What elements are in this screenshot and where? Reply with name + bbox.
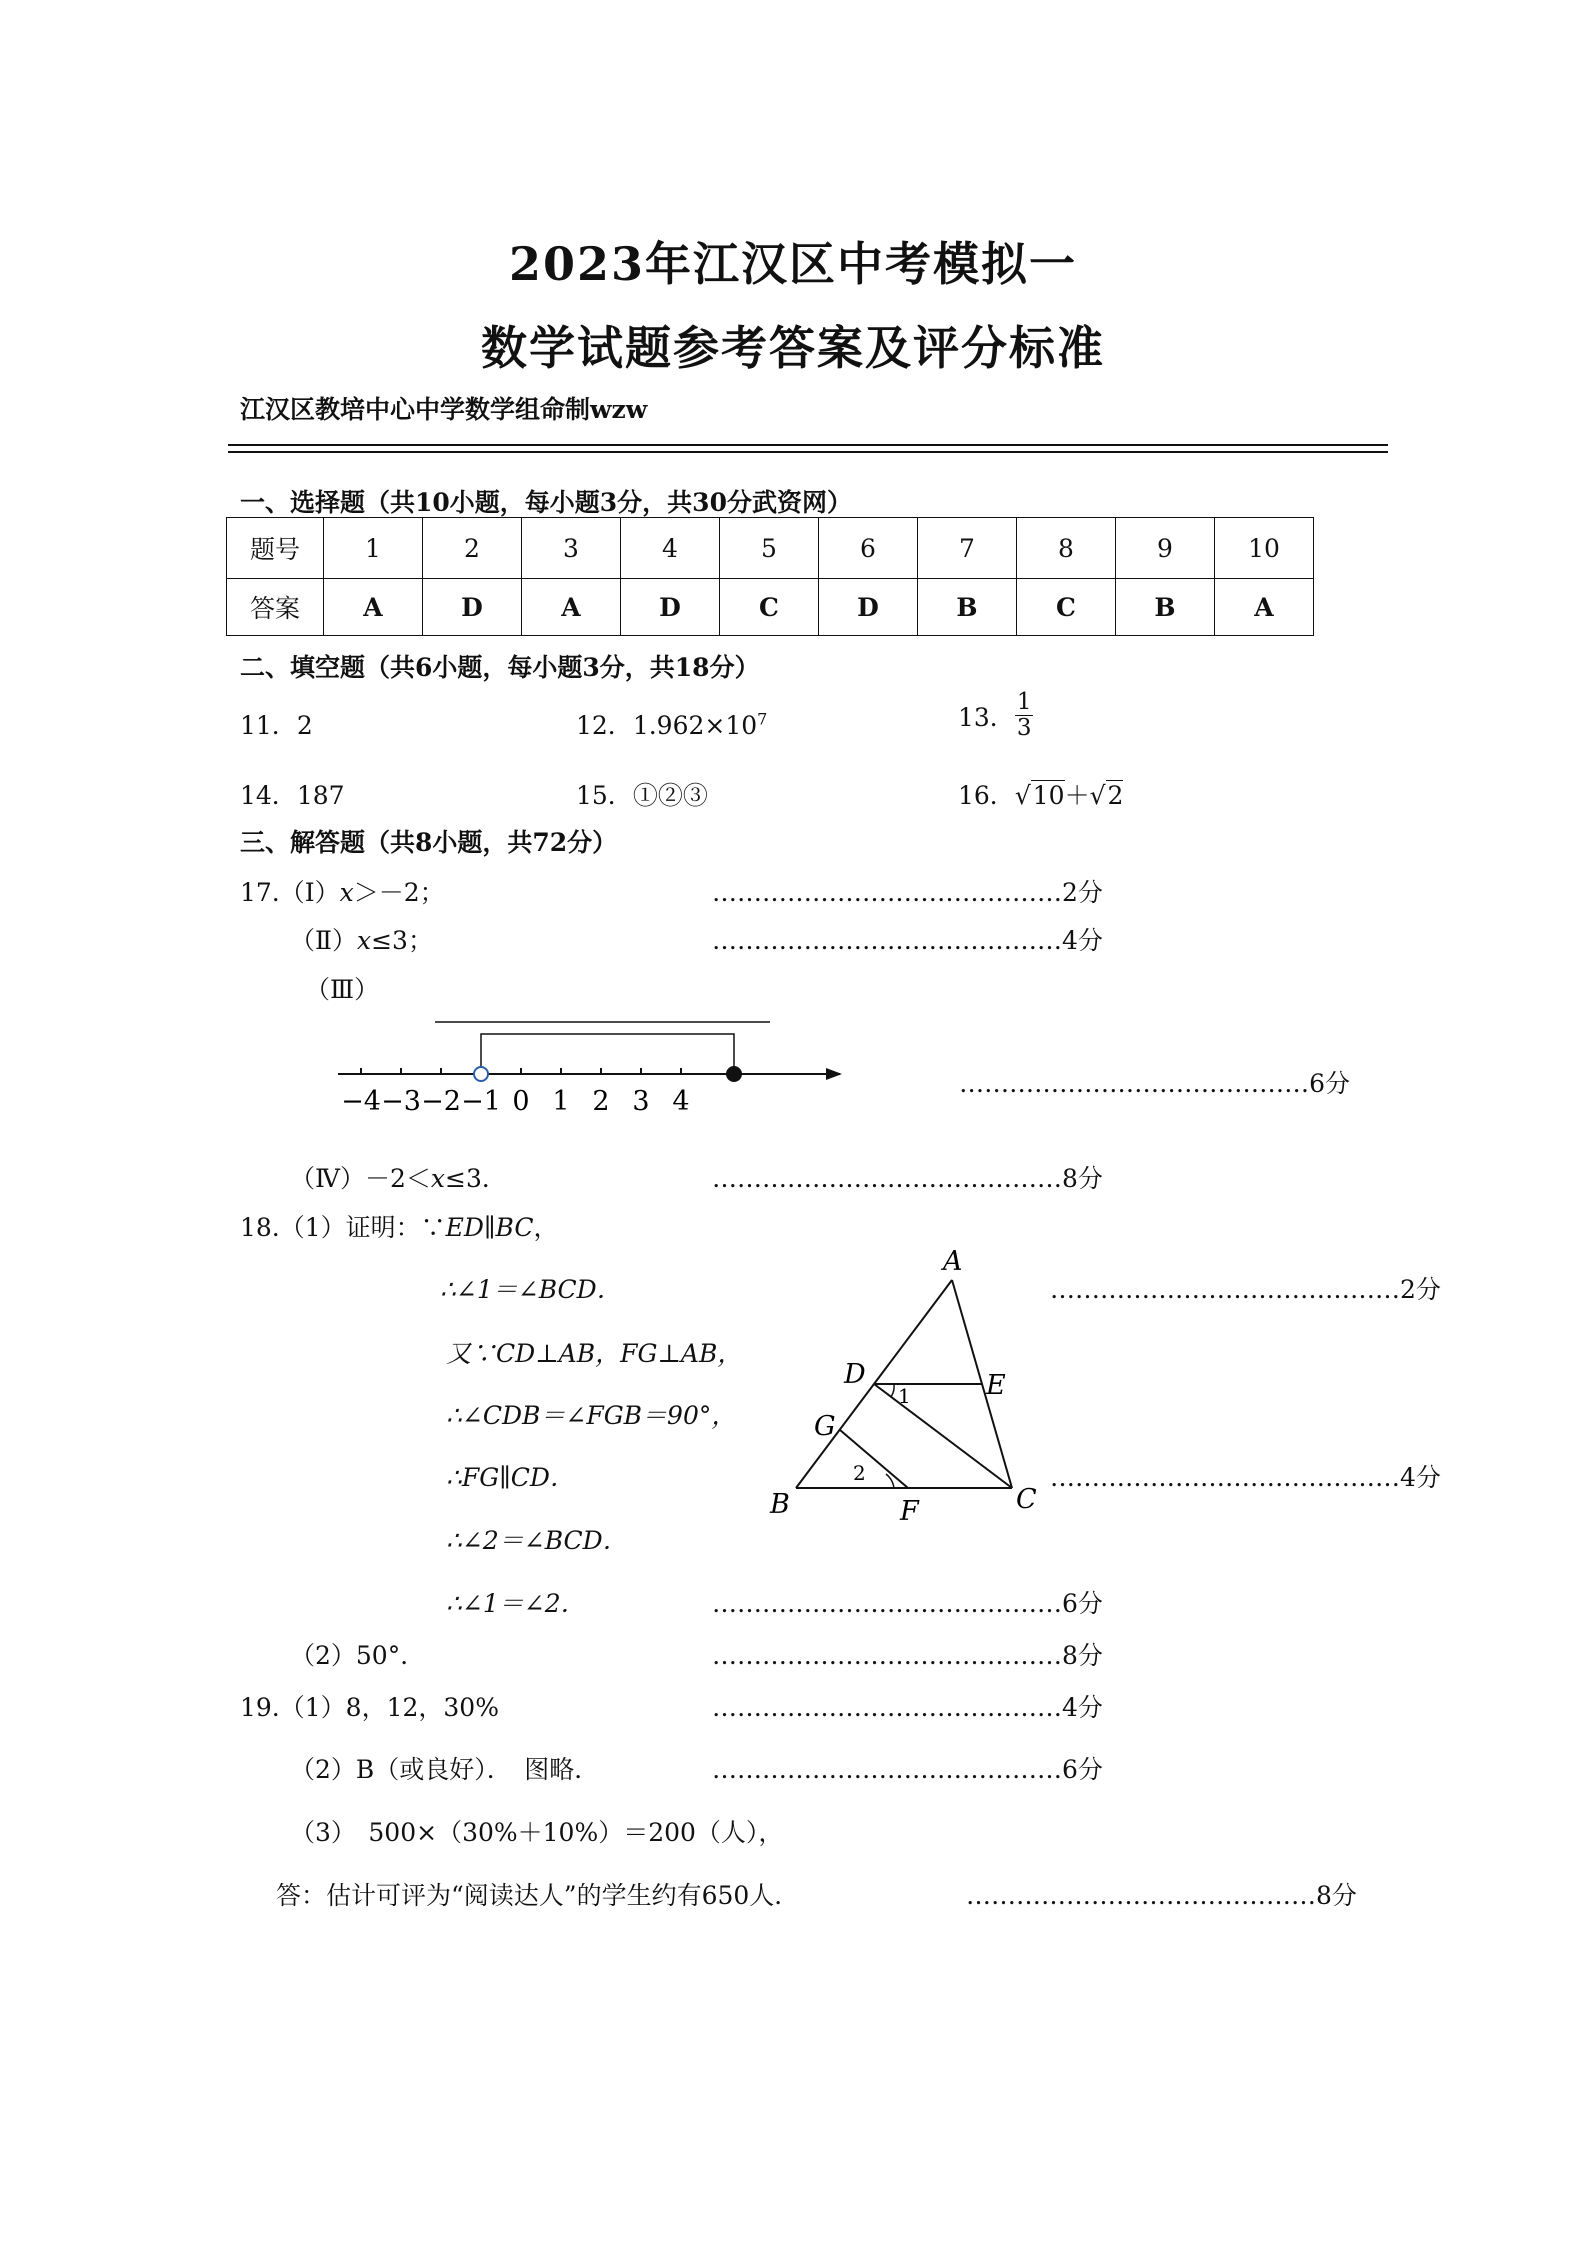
question-number: 3 bbox=[522, 518, 621, 579]
answer-cell: D bbox=[819, 579, 918, 636]
number-line-tick-label: −2 bbox=[421, 1086, 461, 1117]
dot-leader: …………………………………… bbox=[1050, 1275, 1400, 1304]
question-number: 1 bbox=[324, 518, 423, 579]
score-value: 8分 bbox=[1062, 1164, 1103, 1193]
dot-leader: …………………………………… bbox=[712, 926, 1062, 955]
answer-q14 bbox=[240, 776, 345, 812]
dot-leader: …………………………………… bbox=[712, 1164, 1062, 1193]
score-value: 8分 bbox=[1316, 1881, 1357, 1910]
number-line-tick-label: 2 bbox=[592, 1086, 610, 1117]
score-marker bbox=[712, 1750, 1103, 1786]
answer-cell: A bbox=[1215, 579, 1314, 636]
score-value: 8分 bbox=[1062, 1641, 1103, 1670]
score-marker bbox=[880, 1064, 1350, 1100]
q12-answer: 1.962×10 bbox=[632, 711, 758, 740]
label-B: B bbox=[770, 1489, 790, 1520]
q19-part3: （3） 500×（30%＋10%）＝200（人）， bbox=[290, 1818, 784, 1847]
question-number: 10 bbox=[1215, 518, 1314, 579]
question-number: 6 bbox=[819, 518, 918, 579]
question-number: 8 bbox=[1017, 518, 1116, 579]
segment-GF bbox=[840, 1430, 908, 1488]
score-value: 2分 bbox=[1062, 878, 1103, 907]
header-rule-top bbox=[228, 444, 1388, 446]
q17-part1-var: x bbox=[339, 878, 354, 907]
score-marker bbox=[1050, 1270, 1441, 1306]
q15-answer: ①②③ bbox=[632, 781, 708, 810]
score-value: 2分 bbox=[1400, 1275, 1441, 1304]
q18-line3: 又∵CD⊥AB，FG⊥AB， bbox=[446, 1339, 743, 1368]
number-line-tick-label: −4 bbox=[341, 1086, 381, 1117]
score-marker bbox=[1050, 1458, 1441, 1494]
q18-line1-math: ED∥BC bbox=[445, 1213, 534, 1242]
question-number: 5 bbox=[720, 518, 819, 579]
q14-answer: 187 bbox=[296, 781, 345, 810]
q17-part2 bbox=[290, 921, 433, 957]
q17-part2-var: x bbox=[357, 926, 372, 955]
dot-leader: …………………………………… bbox=[959, 1069, 1310, 1098]
dot-leader: …………………………………… bbox=[712, 878, 1062, 907]
triangle-figure bbox=[760, 1248, 1060, 1533]
answer-cell: A bbox=[324, 579, 423, 636]
answer-q16 bbox=[958, 776, 1123, 812]
label-E: E bbox=[986, 1370, 1006, 1401]
score-value: 6分 bbox=[1062, 1589, 1103, 1618]
dot-leader: …………………………………… bbox=[1050, 1463, 1400, 1492]
score-marker bbox=[712, 1688, 1103, 1724]
answer-cell: C bbox=[720, 579, 819, 636]
row-label-question: 题号 bbox=[227, 518, 324, 579]
q11-number: 11． bbox=[240, 711, 297, 740]
q11-answer: 2 bbox=[296, 711, 313, 740]
label-angle-2: 2 bbox=[853, 1461, 866, 1485]
number-line-figure bbox=[330, 1010, 860, 1122]
score-value: 4分 bbox=[1062, 1693, 1103, 1722]
label-D: D bbox=[844, 1359, 866, 1390]
label-G: G bbox=[814, 1411, 836, 1442]
q18-line5: ∴FG∥CD． bbox=[446, 1463, 575, 1492]
q18-line4: ∴∠CDB＝∠FGB＝90°， bbox=[446, 1401, 737, 1430]
angle1-arc bbox=[891, 1384, 894, 1397]
answer-q12 bbox=[576, 706, 767, 742]
answer-cell: D bbox=[621, 579, 720, 636]
q17-part4 bbox=[290, 1159, 507, 1195]
q17-part4-tail: ≤3． bbox=[445, 1164, 507, 1193]
answer-cell: D bbox=[423, 579, 522, 636]
dot-leader: …………………………………… bbox=[712, 1589, 1062, 1618]
q18-line7: ∴∠1＝∠2． bbox=[446, 1589, 586, 1618]
q19-conclusion: 答：估计可评为“阅读达人”的学生约有650人． bbox=[276, 1881, 800, 1910]
score-value: 6分 bbox=[1062, 1755, 1103, 1784]
q13-number: 13． bbox=[958, 702, 1015, 732]
open-circle-marker bbox=[474, 1067, 488, 1081]
q17-part2-label: （Ⅱ） bbox=[290, 926, 357, 955]
score-marker bbox=[712, 873, 1103, 909]
q18-line1 bbox=[240, 1208, 559, 1244]
q16-number: 16． bbox=[958, 781, 1015, 810]
number-line-tick-label: 0 bbox=[512, 1086, 530, 1117]
answer-table bbox=[226, 517, 1314, 636]
page-title: 2023年江汉区中考模拟一 bbox=[508, 237, 1078, 291]
answer-cell: A bbox=[522, 579, 621, 636]
q16-radicand-2: 2 bbox=[1107, 781, 1124, 810]
number-line-tick-label: −3 bbox=[381, 1086, 421, 1117]
dot-leader: …………………………………… bbox=[712, 1755, 1062, 1784]
number-line-tick-label: 3 bbox=[632, 1086, 650, 1117]
score-marker bbox=[712, 921, 1103, 957]
q17-part4-var: x bbox=[430, 1164, 445, 1193]
label-A: A bbox=[943, 1246, 963, 1277]
label-F: F bbox=[900, 1496, 919, 1527]
dot-leader: …………………………………… bbox=[712, 1641, 1062, 1670]
score-marker bbox=[712, 1584, 1103, 1620]
answer-q11 bbox=[240, 706, 313, 742]
number-line-tick-label: −1 bbox=[461, 1086, 501, 1117]
number-line-tick-label: 1 bbox=[552, 1086, 570, 1117]
q18-part2: （2）50°． bbox=[290, 1641, 426, 1670]
q17-part2-text: ≤3； bbox=[371, 926, 433, 955]
q13-fraction bbox=[1015, 690, 1034, 742]
q17-part3: （Ⅲ） bbox=[305, 975, 380, 1004]
q16-plus: ＋ bbox=[1064, 781, 1090, 810]
answer-cell: C bbox=[1017, 579, 1116, 636]
q17-part1-text: ＞－2； bbox=[353, 878, 445, 907]
section3-heading: 三、解答题（共8小题，共72分） bbox=[240, 828, 618, 857]
answer-q13 bbox=[958, 690, 1033, 742]
q18-line1-tail: ， bbox=[533, 1213, 559, 1242]
q16-radicand-1: 10 bbox=[1032, 781, 1065, 810]
q15-number: 15． bbox=[576, 781, 633, 810]
header-rule-bottom bbox=[228, 451, 1388, 453]
q18-line1-text: 18.（1）证明：∵ bbox=[240, 1213, 446, 1242]
answer-cell: B bbox=[918, 579, 1017, 636]
q14-number: 14． bbox=[240, 781, 297, 810]
row-label-answer: 答案 bbox=[227, 579, 324, 636]
q12-number: 12． bbox=[576, 711, 633, 740]
q19-part2: （2）B（或良好）． 图略． bbox=[290, 1755, 600, 1784]
q13-denominator: 3 bbox=[1016, 715, 1032, 742]
question-number: 4 bbox=[621, 518, 720, 579]
score-value: 4分 bbox=[1062, 926, 1103, 955]
score-marker bbox=[712, 1636, 1103, 1672]
label-C: C bbox=[1016, 1484, 1037, 1515]
q19-part1: 19.（1）8，12，30% bbox=[240, 1693, 499, 1722]
section2-heading: 二、填空题（共6小题，每小题3分，共18分） bbox=[240, 653, 760, 682]
q17-part4-text: （Ⅳ）－2＜ bbox=[290, 1164, 431, 1193]
label-angle-1: 1 bbox=[898, 1384, 911, 1408]
score-value: 4分 bbox=[1400, 1463, 1441, 1492]
sqrt-sign-icon: √ bbox=[1014, 781, 1031, 810]
dot-leader: …………………………………… bbox=[712, 1693, 1062, 1722]
question-number: 7 bbox=[918, 518, 1017, 579]
answer-q15 bbox=[576, 776, 708, 812]
question-number: 2 bbox=[423, 518, 522, 579]
q17-part1 bbox=[240, 873, 445, 909]
dot-leader: …………………………………… bbox=[966, 1881, 1316, 1910]
author-org: 江汉区教培中心中学数学组命制wzw bbox=[240, 395, 648, 424]
q12-exponent: 7 bbox=[757, 709, 768, 729]
score-marker bbox=[712, 1159, 1103, 1195]
score-value: 6分 bbox=[1309, 1069, 1350, 1098]
q18-line6: ∴∠2＝∠BCD． bbox=[446, 1526, 628, 1555]
q18-line2: ∴∠1＝∠BCD． bbox=[440, 1275, 622, 1304]
score-marker bbox=[966, 1876, 1357, 1912]
sqrt-sign-icon: √ bbox=[1089, 781, 1106, 810]
question-number: 9 bbox=[1116, 518, 1215, 579]
arrow-right-icon bbox=[826, 1068, 842, 1080]
closed-circle-marker bbox=[726, 1066, 742, 1082]
q17-part1-label: 17.（Ⅰ） bbox=[240, 878, 340, 907]
number-line-tick-label: 4 bbox=[672, 1086, 690, 1117]
page-subtitle: 数学试题参考答案及评分标准 bbox=[481, 321, 1105, 375]
q13-numerator: 1 bbox=[1016, 689, 1032, 715]
answer-cell: B bbox=[1116, 579, 1215, 636]
solution-bracket bbox=[481, 1034, 734, 1074]
section1-heading: 一、选择题（共10小题，每小题3分，共30分武资网） bbox=[240, 488, 852, 517]
